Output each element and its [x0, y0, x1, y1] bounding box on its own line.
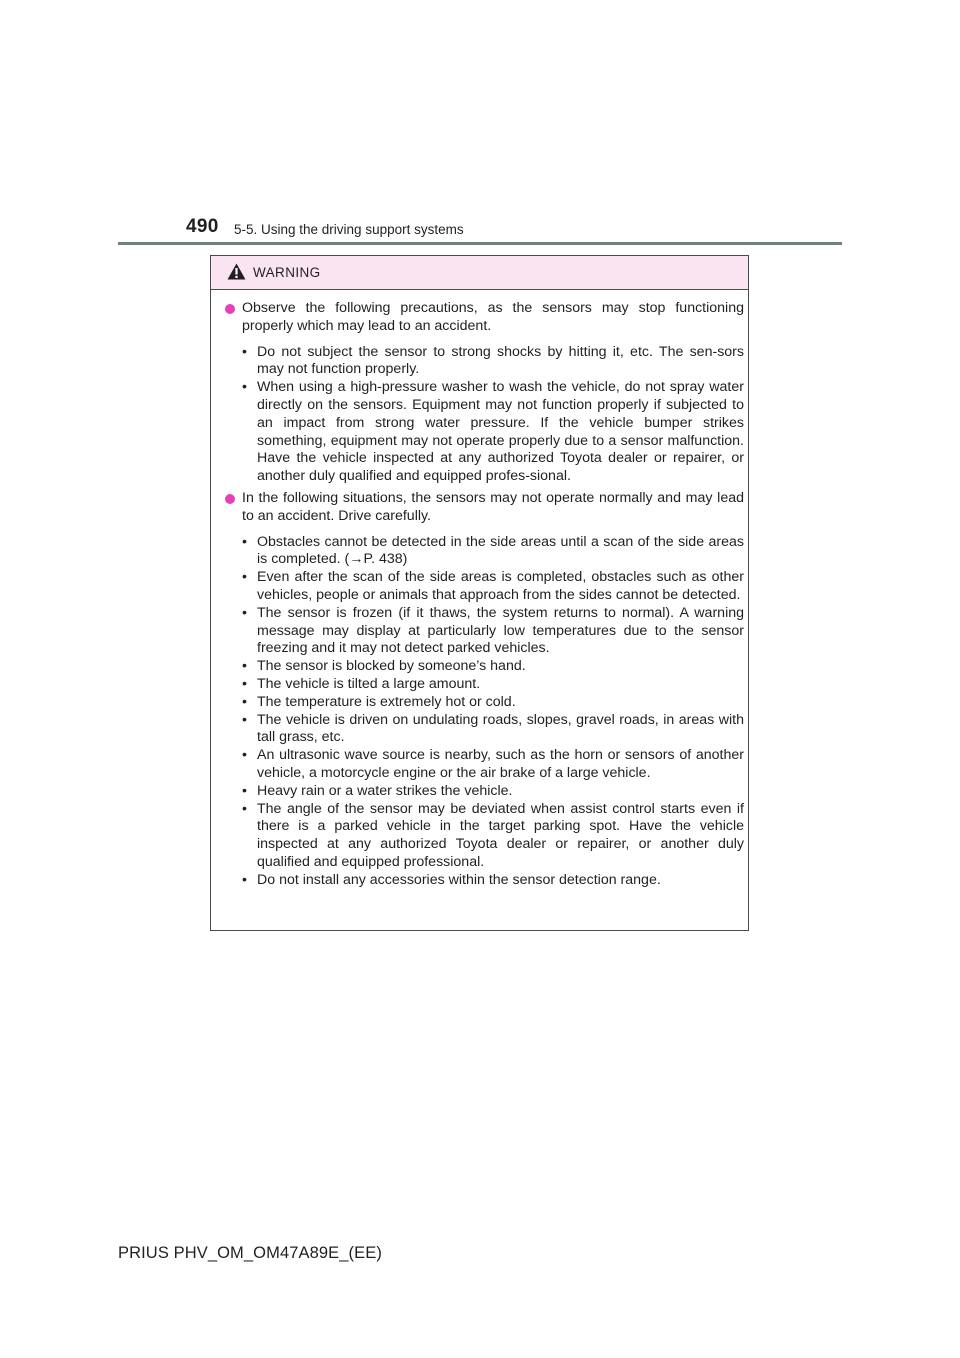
- warning-triangle-icon: [227, 263, 246, 280]
- header-divider: [118, 242, 842, 245]
- warning-subitem: • The angle of the sensor may be deviated when assist control starts even if there is a parked vehicle in the target parking spot. Have the vehicle inspected at any authorized Toyota dealer or repairer, or another duly qualified and equipped professional.: [242, 800, 744, 870]
- warning-subitem: • Heavy rain or a water strikes the vehicle.: [242, 782, 513, 799]
- warning-subitem: • Do not subject the sensor to strong shocks by hitting it, etc. The sen-sors may not function properly.: [242, 343, 744, 378]
- warning-label: WARNING: [253, 265, 321, 280]
- warning-subitem: • An ultrasonic wave source is nearby, such as the horn or sensors of another vehicle, a motorcycle engine or the air brake of a large vehicle.: [242, 747, 744, 781]
- warning-subitem: • The vehicle is driven on undulating roads, slopes, gravel roads, in areas with tall grass, etc.: [242, 711, 744, 746]
- warning-subitem: • Even after the scan of the side areas is completed, obstacles such as other vehicles, people or animals that approach from the sides cannot be detected.: [242, 569, 744, 603]
- warning-item-text: In the following situations, the sensors may not operate normally and may lead to an accident. Drive carefully.: [242, 489, 744, 524]
- warning-box: [210, 255, 749, 931]
- warning-subitem: • The sensor is blocked by someone’s hand.: [242, 658, 526, 675]
- warning-subitem: • Do not install any accessories within the sensor detection range.: [242, 871, 661, 888]
- warning-subitem: • The temperature is extremely hot or cold.: [242, 693, 516, 710]
- warning-subitem: • The sensor is frozen (if it thaws, the system returns to normal). A warning message may display at particularly low temperatures due to the sensor freezing and it may not detect parked vehicles.: [242, 604, 744, 657]
- document-code: PRIUS PHV_OM_OM47A89E_(EE): [118, 1244, 382, 1262]
- warning-content: [225, 300, 744, 894]
- warning-subitem: • When using a high-pressure washer to wash the vehicle, do not spray water directly on the sensors. Equipment may not function properly if subjected to an impact from strong water pressure. If the vehicle bumper strikes something, equipment may not operate properly due to a sensor malfunction. Have the vehicle inspected at any authorized Toyota dealer or repairer, or another duly qualified and equipped profes-sional.: [242, 379, 744, 485]
- warning-item: [225, 300, 744, 336]
- warning-subitem: • The vehicle is tilted a large amount.: [242, 675, 481, 692]
- warning-sublist: [225, 344, 744, 486]
- pink-bullet-icon: [225, 304, 235, 314]
- page-number: 490: [186, 216, 219, 237]
- warning-item-text: Observe the following precautions, as the sensors may stop functioning properly which may lead to an accident.: [242, 300, 744, 334]
- warning-sublist: [225, 534, 744, 890]
- section-title: 5-5. Using the driving support systems: [234, 222, 464, 237]
- pink-bullet-icon: [225, 494, 235, 504]
- warning-header: [211, 256, 748, 290]
- warning-item: [225, 490, 744, 526]
- warning-subitem: • Obstacles cannot be detected in the side areas until a scan of the side areas is completed. (→P. 438): [242, 533, 744, 568]
